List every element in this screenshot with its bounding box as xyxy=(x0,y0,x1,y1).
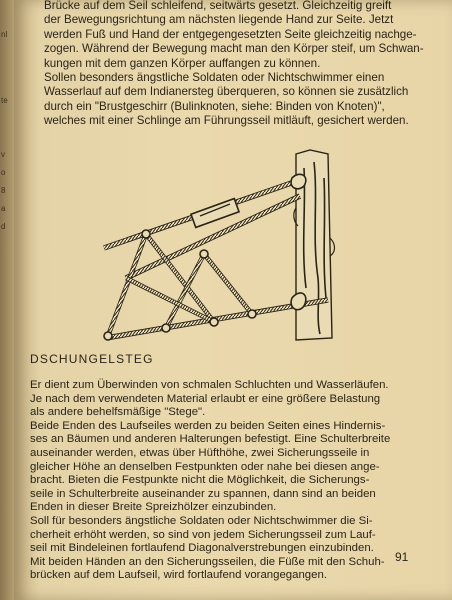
text-line: Je nach dem verwendeten Material erlaubt er eine größere Belastung xyxy=(30,392,381,405)
body-paragraph xyxy=(30,379,408,583)
text-line: durch ein "Brustgeschirr (Bulinknoten, siehe: Binden von Knoten)", xyxy=(44,99,385,113)
text-line: seile in Schulterbreite auseinander zu spannen, dann sind an beiden xyxy=(30,487,376,500)
text-line: Beide Enden des Laufseiles werden zu beiden Seiten eines Hindernis- xyxy=(30,419,386,432)
text-line: Er dient zum Überwinden von schmalen Schluchten und Wasserläufen. xyxy=(30,379,389,391)
text-line: als andere behelfsmäßige "Stege". xyxy=(30,406,206,419)
text-line: Sollen besonders ängstliche Soldaten oder Nichtschwimmer einen xyxy=(44,71,385,85)
text-line: Mit beiden Händen an den Sicherungsseilen, die Füße mit den Schuh- xyxy=(30,555,385,568)
gutter-mark: a xyxy=(1,204,6,213)
text-line: cherheit erhöht werden, so sind von jedem Sicherungsseil zum Lauf- xyxy=(30,528,376,541)
diagonal-braces xyxy=(108,234,252,336)
spreader-bar xyxy=(191,199,239,228)
gutter-mark: te xyxy=(1,96,8,105)
gutter-mark: d xyxy=(1,222,6,231)
section-heading: DSCHUNGELSTEG xyxy=(30,352,154,366)
text-line: Enden in dieser Breite Spreizhölzer einzubinden. xyxy=(30,501,277,514)
gutter-mark: o xyxy=(1,168,6,177)
text-line: gleicher Höhe an denselben Festpunkten oder nahe bei diesen ange- xyxy=(30,460,380,473)
text-line: brücken auf dem Laufseil, wird fortlaufend vorangegangen. xyxy=(30,569,327,582)
text-line: werden Fuß und Hand der entgegengesetzten Seite gleichzeitig nachge- xyxy=(44,27,417,41)
text-line: Brücke auf dem Seil schleifend, seitwärts gesetzt. Gleichzeitig greift xyxy=(44,0,392,12)
text-line: seil mit Bindeleinen fortlaufend Diagonalverstrebungen einzubinden. xyxy=(30,542,374,555)
text-line: Wasserlauf auf dem Indianersteg überqueren, so können sie zusätzlich xyxy=(44,85,409,99)
text-line: Soll für besonders ängstliche Soldaten oder Nichtschwimmer die Si- xyxy=(30,514,373,527)
gutter-mark: v xyxy=(1,150,5,159)
gutter-mark: nl xyxy=(1,30,8,39)
page-number: 91 xyxy=(395,550,409,564)
text-line: auseinander werden, etwas über Hüfthöhe, zwei Sicherungsseile in xyxy=(30,446,370,459)
text-line: der Bewegungsrichtung am nächsten liegende Hand zur Seite. Jetzt xyxy=(44,13,394,27)
text-line: bracht. Bieten die Festpunkte nicht die Möglichkeit, die Sicherungs- xyxy=(30,474,370,487)
top-paragraph xyxy=(44,0,424,129)
gutter-mark: 8 xyxy=(1,186,6,195)
text-line: zogen. Während der Bewegung macht man den Körper steif, um Schwan- xyxy=(44,42,424,56)
book-gutter xyxy=(0,0,14,600)
jungle-bridge-illustration xyxy=(96,148,346,348)
text-line: welches mit einer Schlinge am Führungsseil mitläuft, gesichert werden. xyxy=(44,114,409,128)
text-line: ses an Bäumen und anderen Halterungen befestigt. Eine Schulterbreite xyxy=(30,433,391,446)
text-line: kungen mit dem ganzen Körper auffangen zu können. xyxy=(44,56,321,70)
